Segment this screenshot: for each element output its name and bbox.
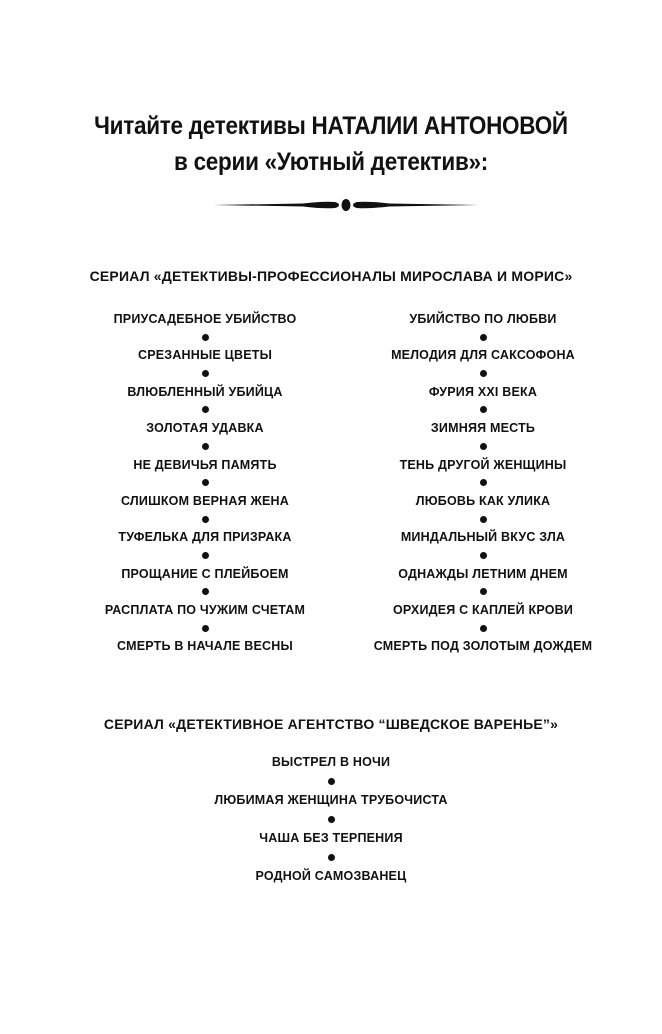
book-title: ПРОЩАНИЕ С ПЛЕЙБОЕМ [121, 566, 289, 581]
book-title: СМЕРТЬ ПОД ЗОЛОТЫМ ДОЖДЕМ [373, 639, 593, 654]
bullet-dot [480, 516, 487, 523]
book-title: МЕЛОДИЯ ДЛЯ САКСОФОНА [391, 348, 575, 363]
bullet-dot [328, 816, 335, 823]
page-heading [33, 108, 629, 180]
bullet-dot [480, 443, 487, 450]
bullet-dot [480, 334, 487, 341]
book-title: РОДНОЙ САМОЗВАНЕЦ [255, 869, 407, 883]
book-title: НЕ ДЕВИЧЬЯ ПАМЯТЬ [133, 457, 277, 472]
bullet-dot [202, 516, 209, 523]
book-title: ФУРИЯ XXI ВЕКА [428, 384, 538, 399]
bullet-dot [202, 625, 209, 632]
book-title: ОРХИДЕЯ С КАПЛЕЙ КРОВИ [392, 603, 574, 617]
book-title: ВЛЮБЛЕННЫЙ УБИЙЦА [127, 384, 283, 399]
bullet-dot [480, 370, 487, 377]
heading-line-2: в серии «Уютный детектив»: [174, 148, 488, 176]
bullet-dot [202, 443, 209, 450]
series1-title: СЕРИАЛ «ДЕТЕКТИВЫ-ПРОФЕССИОНАЛЫ МИРОСЛАВА И МОРИС» [89, 268, 573, 284]
series1-right-column [360, 310, 606, 655]
bullet-dot [202, 588, 209, 595]
bullet-dot [480, 406, 487, 413]
bullet-dot [480, 552, 487, 559]
book-title: ЗИМНЯЯ МЕСТЬ [430, 421, 536, 436]
book-title: РАСПЛАТА ПО ЧУЖИМ СЧЕТАМ [104, 603, 306, 617]
bullet-dot [480, 588, 487, 595]
series1-left-column [80, 310, 330, 655]
book-title: МИНДАЛЬНЫЙ ВКУС ЗЛА [400, 530, 566, 545]
book-title: ПРИУСАДЕБНОЕ УБИЙСТВО [113, 312, 297, 326]
book-title: ТЕНЬ ДРУГОЙ ЖЕНЩИНЫ [399, 457, 567, 472]
book-title: ВЫСТРЕЛ В НОЧИ [271, 755, 391, 769]
book-title: ЛЮБИМАЯ ЖЕНЩИНА ТРУБОЧИСТА [214, 793, 448, 807]
book-title: ТУФЕЛЬКА ДЛЯ ПРИЗРАКА [118, 530, 292, 545]
bullet-dot [480, 479, 487, 486]
series2-title: СЕРИАЛ «ДЕТЕКТИВНОЕ АГЕНТСТВО “ШВЕДСКОЕ ВАРЕНЬЕ”» [103, 716, 559, 732]
series2-column [0, 753, 662, 885]
book-title: УБИЙСТВО ПО ЛЮБВИ [409, 312, 557, 326]
bullet-dot [480, 625, 487, 632]
bullet-dot [202, 552, 209, 559]
book-title: ЧАША БЕЗ ТЕРПЕНИЯ [259, 831, 403, 845]
bullet-dot [202, 334, 209, 341]
heading-line-1: Читайте детективы НАТАЛИИ АНТОНОВОЙ [94, 112, 568, 140]
book-title: СРЕЗАННЫЕ ЦВЕТЫ [137, 348, 273, 363]
book-title: ОДНАЖДЫ ЛЕТНИМ ДНЕМ [398, 566, 568, 581]
ornament-divider [213, 196, 479, 214]
bullet-dot [328, 778, 335, 785]
bullet-dot [202, 406, 209, 413]
book-title: ЗОЛОТАЯ УДАВКА [146, 421, 264, 436]
bullet-dot [202, 479, 209, 486]
book-title: ЛЮБОВЬ КАК УЛИКА [415, 493, 551, 508]
bullet-dot [328, 854, 335, 861]
bullet-dot [202, 370, 209, 377]
book-title: СМЕРТЬ В НАЧАЛЕ ВЕСНЫ [117, 639, 293, 654]
book-title: СЛИШКОМ ВЕРНАЯ ЖЕНА [121, 493, 289, 508]
